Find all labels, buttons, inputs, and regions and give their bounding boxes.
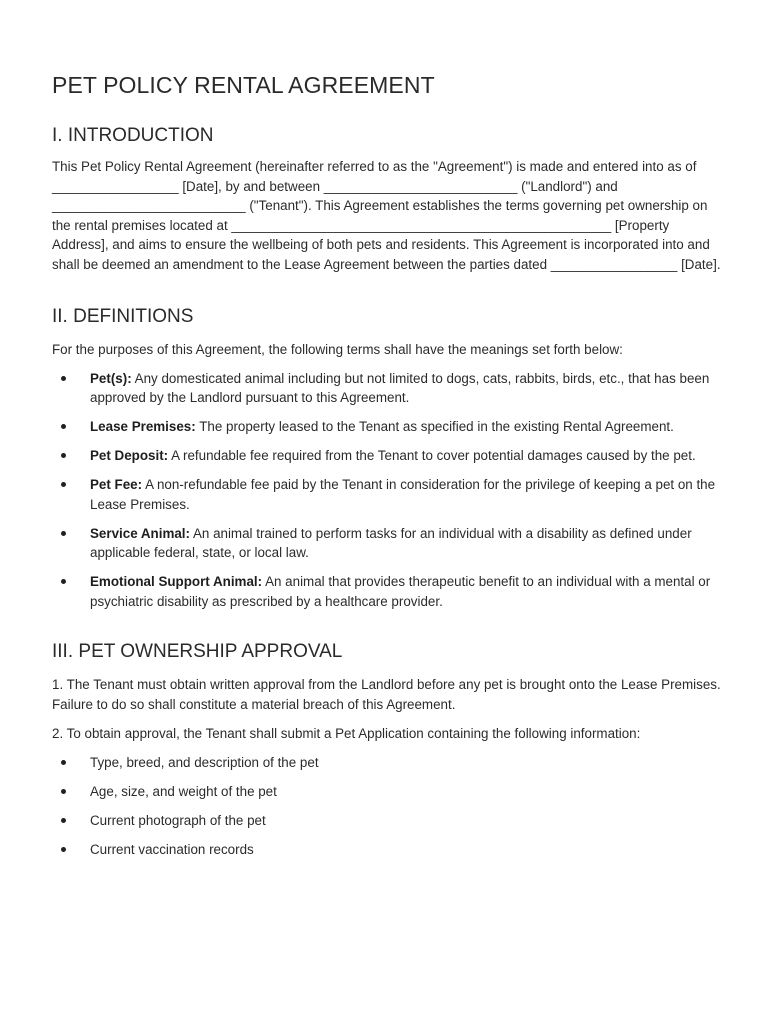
bullet-icon bbox=[61, 789, 66, 794]
list-item bbox=[52, 369, 724, 408]
approval-paragraph-2: 2. To obtain approval, the Tenant shall submit a Pet Application containing the following information: bbox=[52, 726, 641, 741]
definition-term: Lease Premises: bbox=[90, 419, 196, 434]
definition-term: Service Animal: bbox=[90, 525, 190, 541]
bullet-icon bbox=[61, 531, 66, 536]
bullet-icon bbox=[61, 579, 66, 584]
list-item bbox=[52, 572, 724, 611]
bullet-icon bbox=[61, 818, 66, 823]
definitions-list bbox=[52, 369, 724, 612]
list-item bbox=[52, 475, 724, 514]
definition-text: A non-refundable fee paid by the Tenant in consideration for the privilege of keeping a pet on the Lease Premises. bbox=[90, 477, 716, 512]
bullet-icon bbox=[61, 482, 66, 487]
bullet-icon bbox=[61, 376, 66, 381]
requirement-text: Age, size, and weight of the pet bbox=[90, 783, 277, 799]
definitions-lead: For the purposes of this Agreement, the following terms shall have the meanings set forth below: bbox=[52, 342, 623, 357]
definition-text: An animal trained to perform tasks for an individual with a disability as defined under applicable federal, state, or local law. bbox=[90, 525, 692, 560]
document-page bbox=[52, 68, 724, 870]
list-item bbox=[52, 840, 724, 860]
requirement-text: Type, breed, and description of the pet bbox=[90, 754, 319, 770]
list-item bbox=[52, 446, 724, 466]
section-heading-introduction: I. INTRODUCTION bbox=[52, 125, 214, 146]
definition-term: Pet Deposit: bbox=[90, 448, 169, 463]
list-item bbox=[52, 782, 724, 802]
definition-text: The property leased to the Tenant as specified in the existing Rental Agreement. bbox=[195, 419, 674, 434]
definition-text: An animal that provides therapeutic benefit to an individual with a mental or psychiatric disability as prescribed by a healthcare provider. bbox=[90, 574, 711, 609]
list-item bbox=[52, 524, 724, 563]
approval-paragraph-1: 1. The Tenant must obtain written approval from the Landlord before any pet is brought onto the Lease Premises. Failure to do so shall constitute a material breach of this Agreement. bbox=[52, 677, 721, 712]
list-item bbox=[52, 417, 724, 437]
introduction-paragraph: This Pet Policy Rental Agreement (hereinafter referred to as the "Agreement") is made and entered into as of _________________ [Date], by and between __________________________ ("Landlord") and __________________________ ("Tenant"). This Agreement establishes the terms governing pet ownership on the rental premises located at ___________________________________________________ [Property Address], and aims to ensure the wellbeing of both pets and residents. This Agreement is incorporated into and shall be deemed an amendment to the Lease Agreement between the parties dated _________________ [Date]. bbox=[52, 159, 721, 272]
definition-text: Any domesticated animal including but not limited to dogs, cats, rabbits, birds, etc., that has been approved by the Landlord pursuant to this Agreement. bbox=[90, 370, 710, 405]
list-item bbox=[52, 811, 724, 831]
requirement-text: Current photograph of the pet bbox=[90, 813, 266, 829]
bullet-icon bbox=[61, 424, 66, 429]
section-heading-pet-ownership-approval: III. PET OWNERSHIP APPROVAL bbox=[52, 641, 343, 662]
definition-term: Pet Fee: bbox=[90, 477, 143, 492]
list-item bbox=[52, 753, 724, 773]
definition-term: Emotional Support Animal: bbox=[90, 574, 263, 589]
bullet-icon bbox=[61, 453, 66, 458]
document-title: PET POLICY RENTAL AGREEMENT bbox=[52, 72, 435, 98]
definition-term: Pet(s): bbox=[90, 370, 132, 386]
section-heading-definitions: II. DEFINITIONS bbox=[52, 306, 194, 327]
bullet-icon bbox=[61, 847, 66, 852]
application-requirements-list bbox=[52, 753, 724, 860]
requirement-text: Current vaccination records bbox=[90, 842, 254, 858]
bullet-icon bbox=[61, 760, 66, 765]
definition-text: A refundable fee required from the Tenant to cover potential damages caused by the pet. bbox=[168, 448, 696, 463]
